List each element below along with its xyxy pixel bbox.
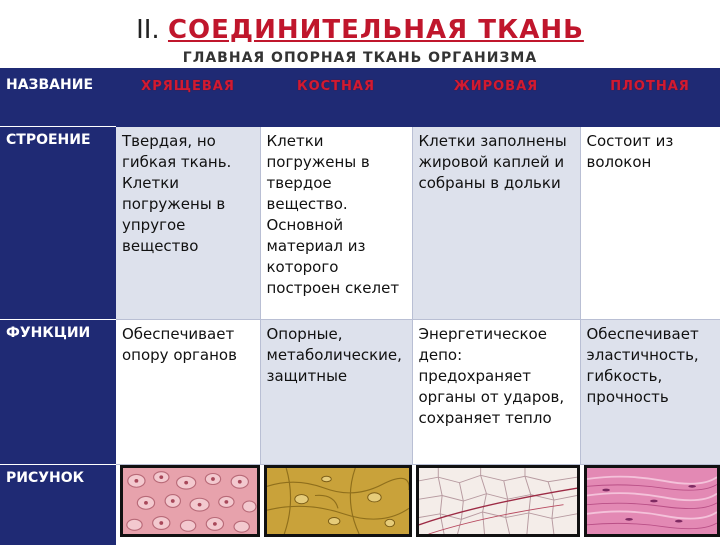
adipose-tissue-image [416,465,580,537]
column-header-cartilage: ХРЯЩЕВАЯ [116,68,260,127]
cell-structure-adipose: Клетки заполнены жировой каплей и собраны в дольки [412,127,580,320]
row-label-picture: РИСУНОК [0,465,116,546]
cell-structure-cartilage: Твердая, но гибкая ткань. Клетки погружены в упругое вещество [116,127,260,320]
cell-functions-bone: Опорные, метаболические, защитные [260,320,412,465]
cell-picture-dense [580,465,720,546]
cell-functions-adipose: Энергетическое депо: предохраняет органы от ударов, сохраняет тепло [412,320,580,465]
cell-picture-cartilage [116,465,260,546]
section-number: II. [136,15,160,45]
table-row-functions [0,320,720,465]
page-title [0,14,720,46]
cell-functions-cartilage: Обеспечивает опору органов [116,320,260,465]
cell-picture-bone [260,465,412,546]
column-header-bone: КОСТНАЯ [260,68,412,127]
column-header-adipose: ЖИРОВАЯ [412,68,580,127]
table-row-structure [0,127,720,320]
cell-picture-adipose [412,465,580,546]
column-header-dense: ПЛОТНАЯ [580,68,720,127]
cell-structure-dense: Состоит из волокон [580,127,720,320]
row-label-structure: СТРОЕНИЕ [0,127,116,320]
cartilage-tissue-image [120,465,260,537]
section-title: СОЕДИНИТЕЛЬНАЯ ТКАНЬ [167,15,584,45]
row-label-functions: ФУНКЦИИ [0,320,116,465]
table-row-pictures [0,465,720,546]
row-label-name: НАЗВАНИЕ [0,68,116,127]
bone-tissue-image [264,465,412,537]
tissue-table [0,68,720,546]
page-subtitle: ГЛАВНАЯ ОПОРНАЯ ТКАНЬ ОРГАНИЗМА [182,50,538,66]
table-header-row [0,68,720,127]
cell-structure-bone: Клетки погружены в твердое вещество. Основной материал из которого построен скелет [260,127,412,320]
dense-tissue-image [584,465,720,537]
cell-functions-dense: Обеспечивает эластичность, гибкость, прочность [580,320,720,465]
